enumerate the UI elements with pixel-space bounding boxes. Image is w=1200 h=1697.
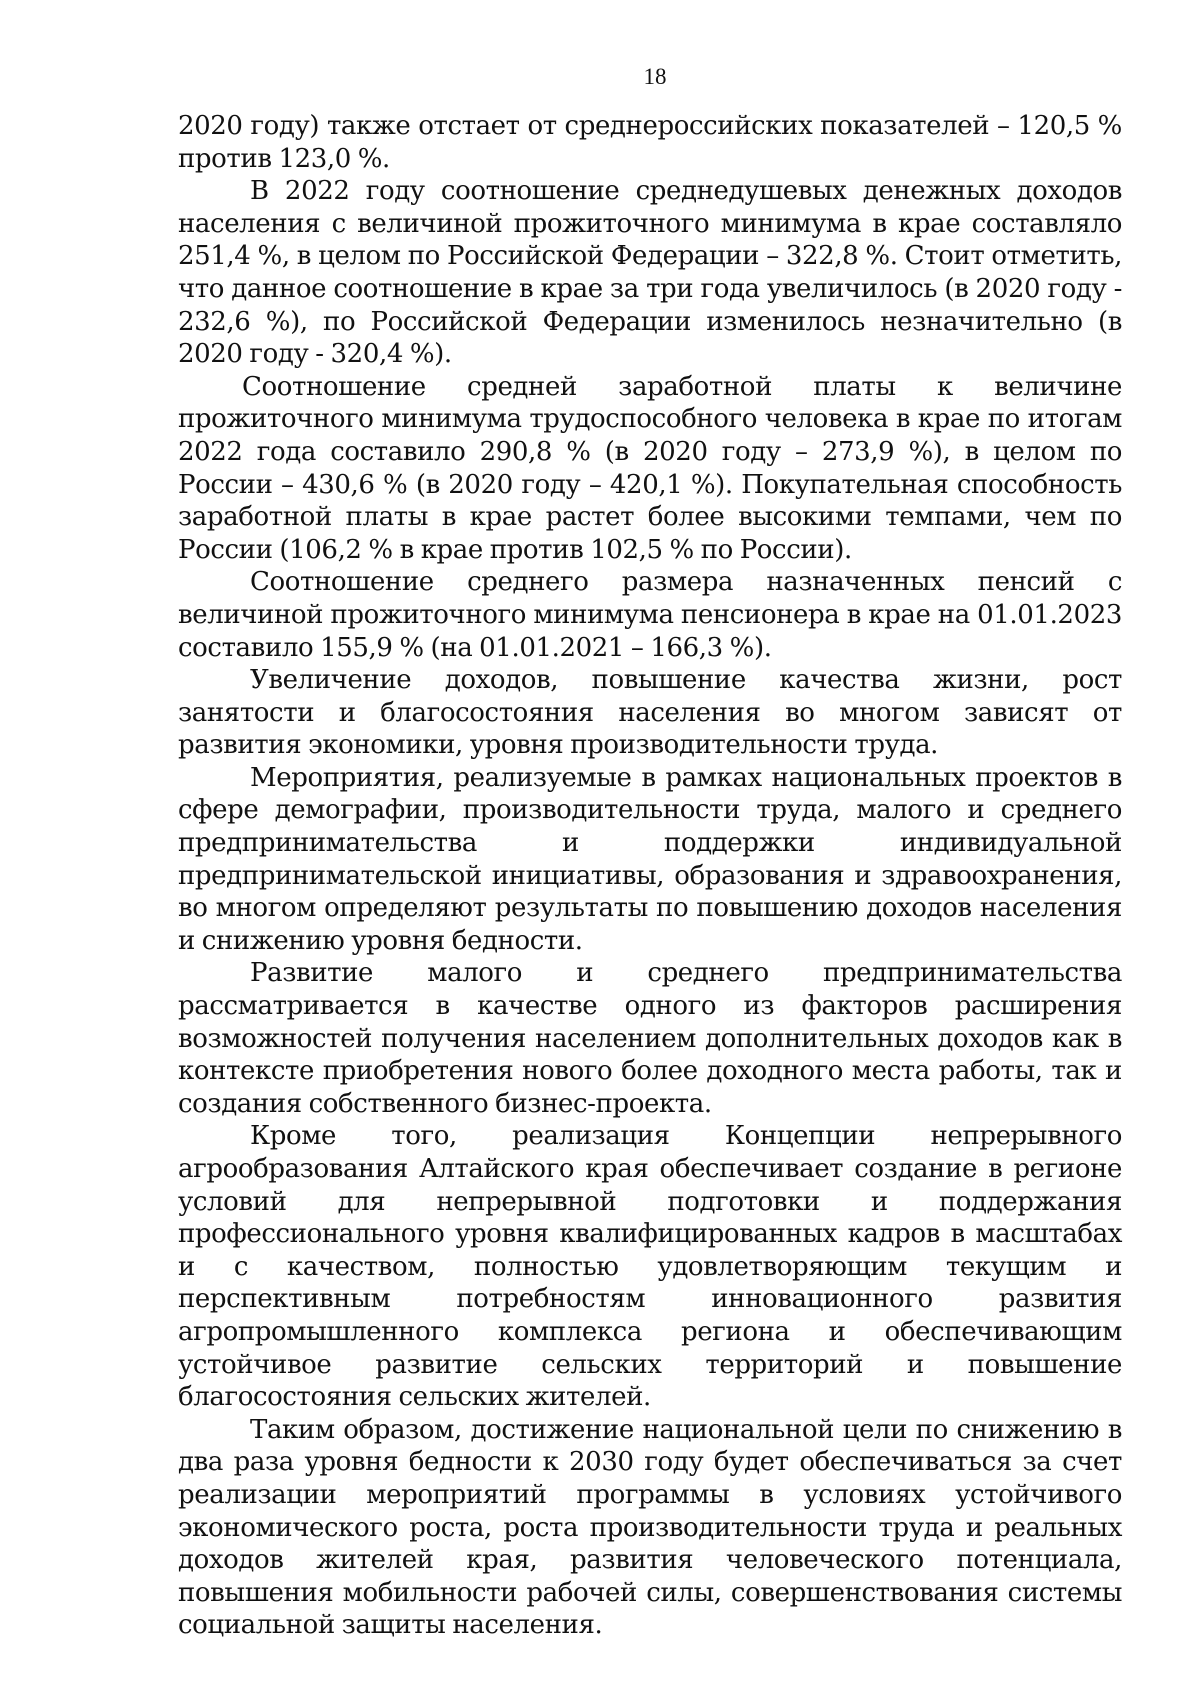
paragraph: Увеличение доходов, повышение качества жизни, рост занятости и благосостояния населения во многом зависят от развития экономики, уровня производительности труда. [178, 665, 1122, 761]
paragraph: Развитие малого и среднего предпринимательства рассматривается в качестве одного из факторов расширения возможностей получения населением дополнительных доходов как в контексте приобретения нового более доходного места работы, так и создания собственного бизнес-проекта. [178, 958, 1122, 1119]
page-number: 18 [643, 64, 667, 89]
paragraph: Таким образом, достижение национальной цели по снижению в два раза уровня бедности к 2030 году будет обеспечиваться за счет реализации мероприятий программы в условиях устойчивого экономического роста, роста производительности труда и реальных доходов жителей края, развития человеческого потенциала, повышения мобильности рабочей силы, совершенствования системы социальной защиты населения. [178, 1414, 1122, 1641]
paragraph: В 2022 году соотношение среднедушевых денежных доходов населения с величиной прожиточного минимума в крае составляло 251,4 %, в целом по Российской Федерации – 322,8 %. Стоит отметить, что данное соотношение в крае за три года увеличилось (в 2020 году - 232,6 %), по Российской Федерации изменилось незначительно (в 2020 году - 320,4 %). [178, 176, 1122, 370]
paragraph: 2020 году) также отстает от среднероссийских показателей – 120,5 % против 123,0 %. [178, 111, 1122, 174]
document-body [178, 110, 1122, 1642]
paragraph: Кроме того, реализация Концепции непрерывного агрообразования Алтайского края обеспечивает создание в регионе условий для непрерывной подготовки и поддержания профессионального уровня квалифицированных кадров в масштабах и с качеством, полностью удовлетворяющим текущим и перспективным потребностям инновационного развития агропромышленного комплекса региона и обеспечивающим устойчивое развитие сельских территорий и повышение благосостояния сельских жителей. [178, 1121, 1122, 1413]
paragraph: Мероприятия, реализуемые в рамках национальных проектов в сфере демографии, производительности труда, малого и среднего предпринимательства и поддержки индивидуальной предпринимательской инициативы, образования и здравоохранения, во многом определяют результаты по повышению доходов населения и снижению уровня бедности. [178, 762, 1122, 956]
paragraph: Соотношение средней заработной платы к величине прожиточного минимума трудоспособного человека в крае по итогам 2022 года составило 290,8 % (в 2020 году – 273,9 %), в целом по России – 430,6 % (в 2020 году – 420,1 %). Покупательная способность заработной платы в крае растет более высокими темпами, чем по России (106,2 % в крае против 102,5 % по России). [178, 371, 1122, 565]
paragraph: Соотношение среднего размера назначенных пенсий с величиной прожиточного минимума пенсионера в крае на 01.01.2023 составило 155,9 % (на 01.01.2021 – 166,3 %). [178, 567, 1122, 663]
